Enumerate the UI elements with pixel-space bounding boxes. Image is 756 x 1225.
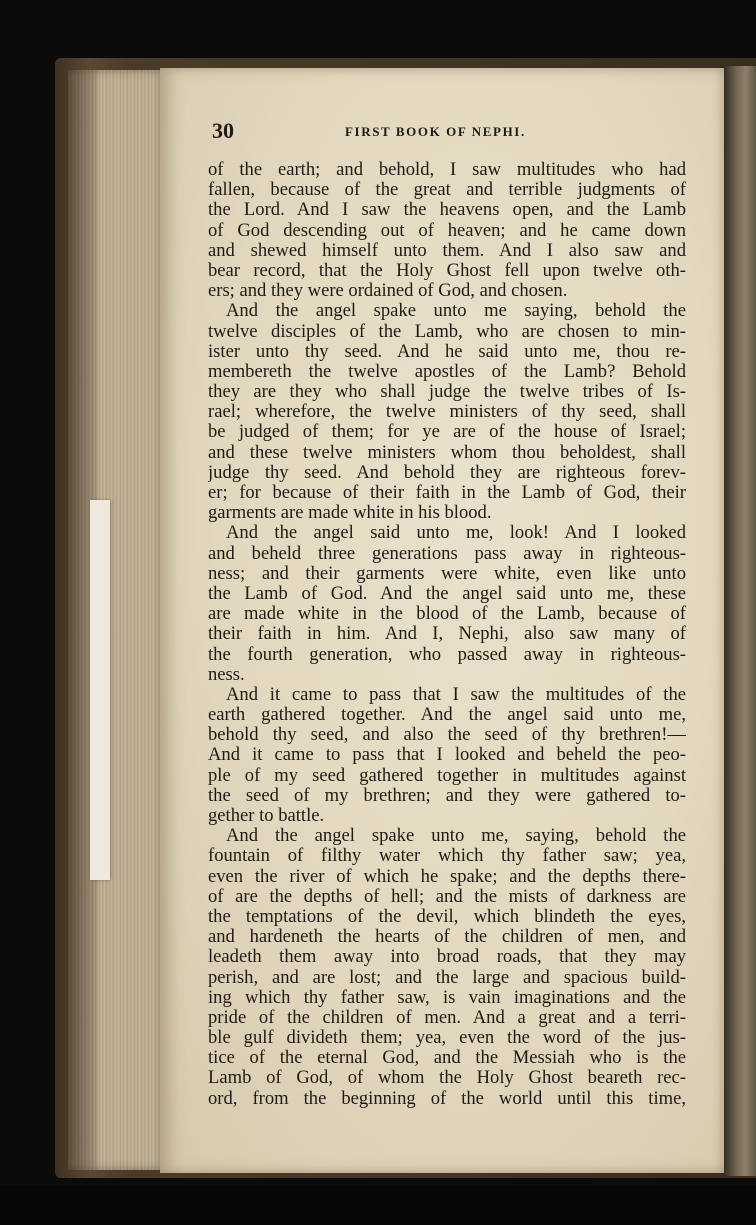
paper-strip [90, 500, 110, 880]
text-line: ers; and they were ordained of God, and chosen. [208, 281, 568, 302]
text-line: twelve disciples of the Lamb, who are chosen to min- [208, 321, 686, 342]
text-line: judge thy seed. And behold they are righteous forev- [208, 462, 686, 483]
text-line: ble gulf divideth them; yea, even the word of the jus- [208, 1028, 686, 1049]
text-line: and shewed himself unto them. And I also saw and [208, 240, 686, 261]
text-line: ord, from the beginning of the world until this time, [208, 1088, 686, 1109]
paragraph [208, 826, 686, 1109]
text-line: of are the depths of hell; and the mists of darkness are [208, 886, 686, 907]
text-line: rael; wherefore, the twelve ministers of thy seed, shall [208, 402, 686, 423]
text-line: the fourth generation, who passed away in righteous- [208, 644, 686, 665]
text-line: garments are made white in his blood. [208, 503, 492, 524]
text-line: even the river of which he spake; and the depths there- [208, 866, 686, 887]
text-line: and hardeneth the hearts of the children of men, and [208, 927, 686, 948]
text-line: and beheld three generations pass away in righteous- [208, 543, 686, 564]
text-line: are made white in the blood of the Lamb, because of [208, 604, 686, 625]
text-line: bear record, that the Holy Ghost fell upon twelve oth- [208, 260, 686, 281]
text-line: And the angel said unto me, look! And I looked [226, 523, 686, 544]
text-line: perish, and are lost; and the large and spacious build- [208, 967, 686, 988]
text-line: gether to battle. [208, 806, 325, 826]
text-line: they are they who shall judge the twelve tribes of Is- [208, 382, 686, 403]
paragraph [208, 523, 686, 685]
text-line: ing which thy father saw, is vain imaginations and the [208, 987, 686, 1008]
text-line: And it came to pass that I saw the multitudes of the [226, 684, 686, 705]
text-line: tice of the eternal God, and the Messiah who is the [208, 1048, 686, 1069]
text-line: membereth the twelve apostles of the Lamb? Behold [208, 361, 686, 382]
text-line: er; for because of their faith in the Lamb of God, their [208, 483, 686, 503]
text-line: fountain of filthy water which thy father saw; yea, [208, 846, 686, 867]
text-line: And the angel spake unto me, saying, behold the [226, 826, 686, 847]
page-number: 30 [212, 118, 234, 143]
text-line: the Lord. And I saw the heavens open, and the Lamb [208, 200, 686, 221]
text-line: behold thy seed, and also the seed of thy brethren!— [208, 725, 686, 746]
body-text [208, 160, 686, 1109]
text-line: ple of my seed gathered together in multitudes against [208, 765, 686, 786]
text-line: the seed of my brethren; and they were gathered to- [208, 785, 686, 806]
paragraph [208, 685, 686, 826]
text-line: And it came to pass that I looked and beheld the peo- [208, 745, 686, 766]
text-line: ness. [208, 664, 245, 685]
running-head [210, 118, 680, 148]
running-title: FIRST BOOK OF NEPHI. [345, 124, 526, 139]
text-line: ister unto thy seed. And he said unto me, thou re- [208, 341, 686, 362]
book-right-edge [722, 66, 756, 1176]
text-line: earth gathered together. And the angel said unto me, [208, 705, 686, 726]
text-line: be judged of them; for ye are of the house of Israel; [208, 422, 686, 443]
paragraph [208, 301, 686, 523]
table-surface [0, 1185, 756, 1225]
text-line: pride of the children of men. And a great and a terri- [208, 1007, 686, 1028]
text-line: of the earth; and behold, I saw multitudes who had [208, 160, 686, 180]
text-line: of God descending out of heaven; and he came down [208, 220, 686, 241]
text-line: the temptations of the devil, which blindeth the eyes, [208, 906, 686, 927]
text-line: Lamb of God, of whom the Holy Ghost beareth rec- [208, 1068, 686, 1089]
text-line: the Lamb of God. And the angel said unto me, these [208, 583, 686, 604]
text-line: ness; and their garments were white, even like unto [208, 563, 686, 584]
text-line: and these twelve ministers whom thou beholdest, shall [208, 442, 686, 463]
text-line: leadeth them away into broad roads, that they may [208, 947, 686, 968]
paragraph [208, 160, 686, 301]
text-line: And the angel spake unto me saying, behold the [226, 301, 686, 322]
text-line: fallen, because of the great and terrible judgments of [208, 180, 686, 201]
text-line: their faith in him. And I, Nephi, also saw many of [208, 624, 686, 645]
